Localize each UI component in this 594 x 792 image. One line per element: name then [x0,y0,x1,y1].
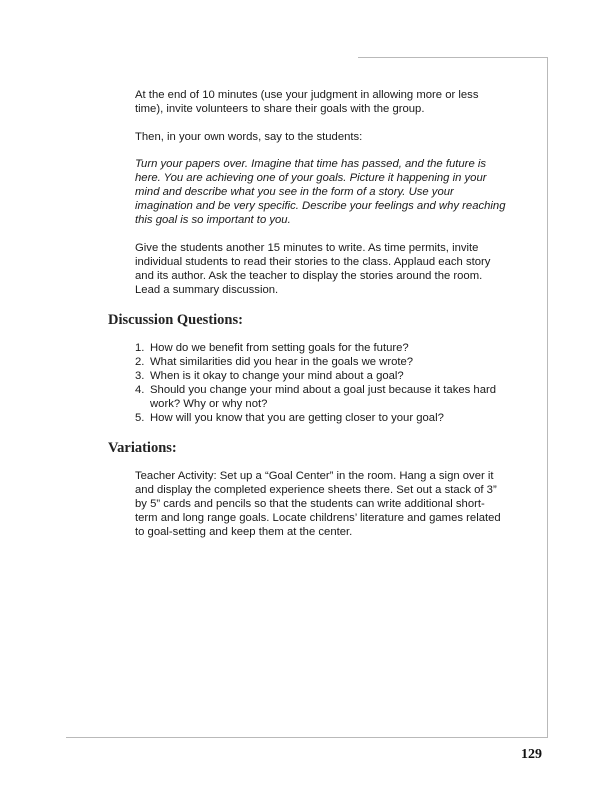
question-text: How will you know that you are getting closer to your goal? [150,412,444,424]
paragraph-script-italic: Turn your papers over. Imagine that time has passed, and the future is here. You are achieving one of your goals. Picture it happening in your mind and describe what you see in the form of a story. Use your imagination and be very specific. Describe your feelings and why reaching this goal is so important to you. [135,158,506,226]
paragraph-teacher-activity: Teacher Activity: Set up a “Goal Center” in the room. Hang a sign over it and display the completed experience sheets there. Set out a stack of 3” by 5” cards and pencils so that the students can write additional short-term and long range goals. Locate childrens’ literature and games related to goal-setting and keep them at the center. [135,470,501,538]
paragraph-say-to-students: Then, in your own words, say to the students: [135,131,363,143]
variations-heading: Variations: [108,440,177,456]
question-number: 1. [135,342,145,354]
discussion-questions-list [135,341,507,425]
list-item [135,383,507,411]
question-text: What similarities did you hear in the goals we wrote? [150,356,414,368]
question-number: 2. [135,356,145,368]
list-item [135,369,507,383]
question-text: How do we benefit from setting goals for the future? [150,342,409,354]
question-text: Should you change your mind about a goal just because it takes hard work? Why or why not? [150,384,497,410]
question-number: 4. [135,384,145,396]
question-number: 3. [135,370,145,382]
paragraph-share-goals: At the end of 10 minutes (use your judgment in allowing more or less time), invite volunteers to share their goals with the group. [135,89,479,115]
question-number: 5. [135,412,145,424]
discussion-questions-heading: Discussion Questions: [108,312,243,328]
frame-border-right [547,57,548,738]
question-text: When is it okay to change your mind about a goal? [150,370,404,382]
list-item [135,341,507,355]
frame-border-bottom [66,737,548,738]
paragraph-write-stories: Give the students another 15 minutes to write. As time permits, invite individual students to read their stories to the class. Applaud each story and its author. Ask the teacher to display the stories around the room. Lead a summary discussion. [135,242,491,296]
frame-border-top [358,57,548,58]
list-item [135,355,507,369]
page-number: 129 [521,747,542,762]
list-item [135,411,507,425]
